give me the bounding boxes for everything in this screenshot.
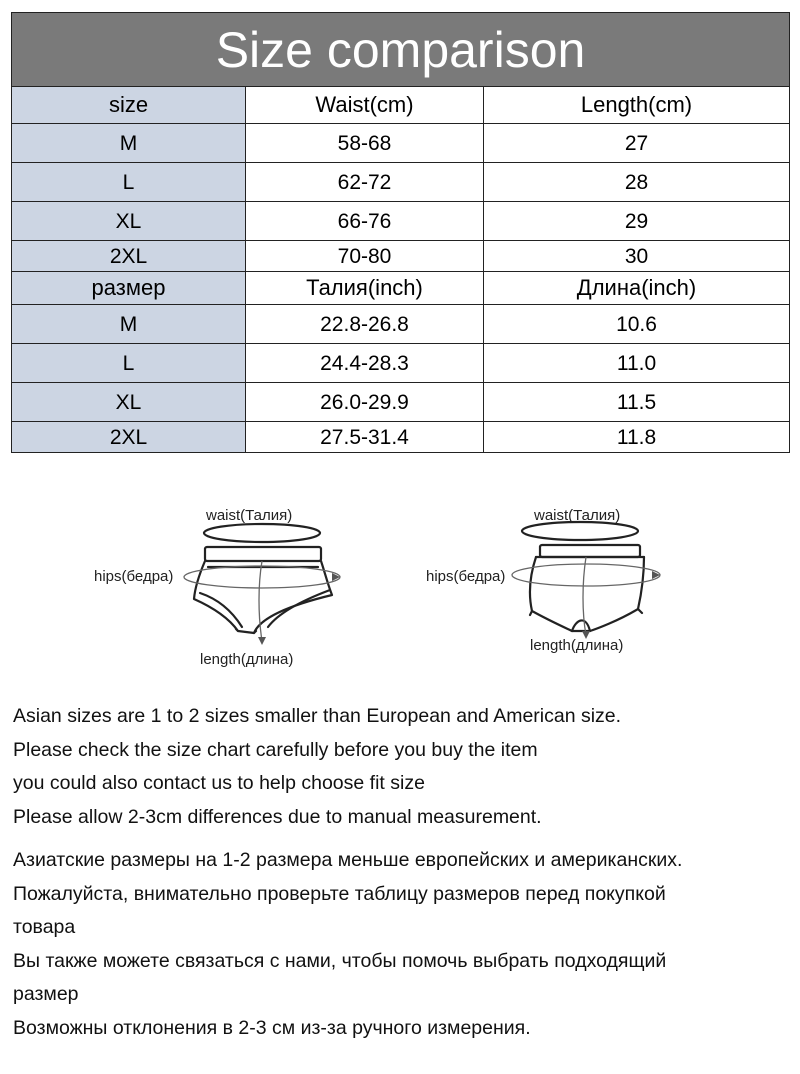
- table-header-row: [12, 87, 790, 124]
- size-notes: [13, 700, 793, 1045]
- length-label: length(длина): [200, 651, 294, 668]
- table-title: Size comparison: [12, 13, 790, 87]
- table-row: [12, 422, 790, 453]
- waist-cell: 24.4-28.3: [246, 344, 484, 383]
- table-row: [12, 344, 790, 383]
- size-cell: L: [12, 344, 246, 383]
- length-label: length(длина): [530, 637, 624, 654]
- size-cell: XL: [12, 383, 246, 422]
- note-line-en: you could also contact us to help choose fit size: [13, 772, 425, 794]
- size-cell: 2XL: [12, 241, 246, 272]
- waist-cell: 27.5-31.4: [246, 422, 484, 453]
- size-cell: M: [12, 305, 246, 344]
- length-cell: 30: [484, 241, 790, 272]
- note-line-ru: Возможны отклонения в 2-3 см из-за ручного измерения.: [13, 1016, 531, 1039]
- table-row: [12, 305, 790, 344]
- length-cell: 10.6: [484, 305, 790, 344]
- note-line-ru: Пожалуйста, внимательно проверьте таблицу размеров перед покупкой: [13, 882, 666, 905]
- length-cell: 29: [484, 202, 790, 241]
- table-row: [12, 383, 790, 422]
- table-header-row: [12, 272, 790, 305]
- waist-cell: 70-80: [246, 241, 484, 272]
- size-cell: M: [12, 124, 246, 163]
- header-length-cm: Length(cm): [484, 87, 790, 124]
- table-row: [12, 202, 790, 241]
- waist-cell: 26.0-29.9: [246, 383, 484, 422]
- note-line-en: Please check the size chart carefully before you buy the item: [13, 738, 538, 761]
- length-cell: 28: [484, 163, 790, 202]
- header-size-ru: размер: [12, 272, 246, 305]
- measurement-diagrams: [0, 495, 800, 685]
- hips-label: hips(бедра): [426, 568, 506, 585]
- hips-label: hips(бедра): [94, 568, 174, 585]
- size-cell: 2XL: [12, 422, 246, 453]
- waist-label: waist(Талия): [534, 507, 621, 524]
- waist-cell: 66-76: [246, 202, 484, 241]
- note-line-ru: Вы также можете связаться с нами, чтобы помочь выбрать подходящий: [13, 949, 667, 972]
- table-row: [12, 124, 790, 163]
- length-cell: 27: [484, 124, 790, 163]
- size-table: [11, 12, 790, 453]
- table-row: [12, 163, 790, 202]
- header-length-inch: Длина(inch): [484, 272, 790, 305]
- size-cell: L: [12, 163, 246, 202]
- waist-cell: 58-68: [246, 124, 484, 163]
- waist-cell: 22.8-26.8: [246, 305, 484, 344]
- waist-cell: 62-72: [246, 163, 484, 202]
- waist-label: waist(Талия): [206, 507, 293, 524]
- note-line-en: Please allow 2-3cm differences due to manual measurement.: [13, 805, 542, 828]
- note-line-ru: размер: [13, 983, 79, 1005]
- length-cell: 11.0: [484, 344, 790, 383]
- note-line-ru: Азиатские размеры на 1-2 размера меньше европейских и американских.: [13, 849, 683, 871]
- note-line-ru: товара: [13, 916, 76, 938]
- note-line-en: Asian sizes are 1 to 2 sizes smaller than European and American size.: [13, 705, 622, 727]
- length-cell: 11.8: [484, 422, 790, 453]
- length-cell: 11.5: [484, 383, 790, 422]
- header-waist-inch: Талия(inch): [246, 272, 484, 305]
- header-waist-cm: Waist(cm): [246, 87, 484, 124]
- size-cell: XL: [12, 202, 246, 241]
- table-row: [12, 241, 790, 272]
- header-size: size: [12, 87, 246, 124]
